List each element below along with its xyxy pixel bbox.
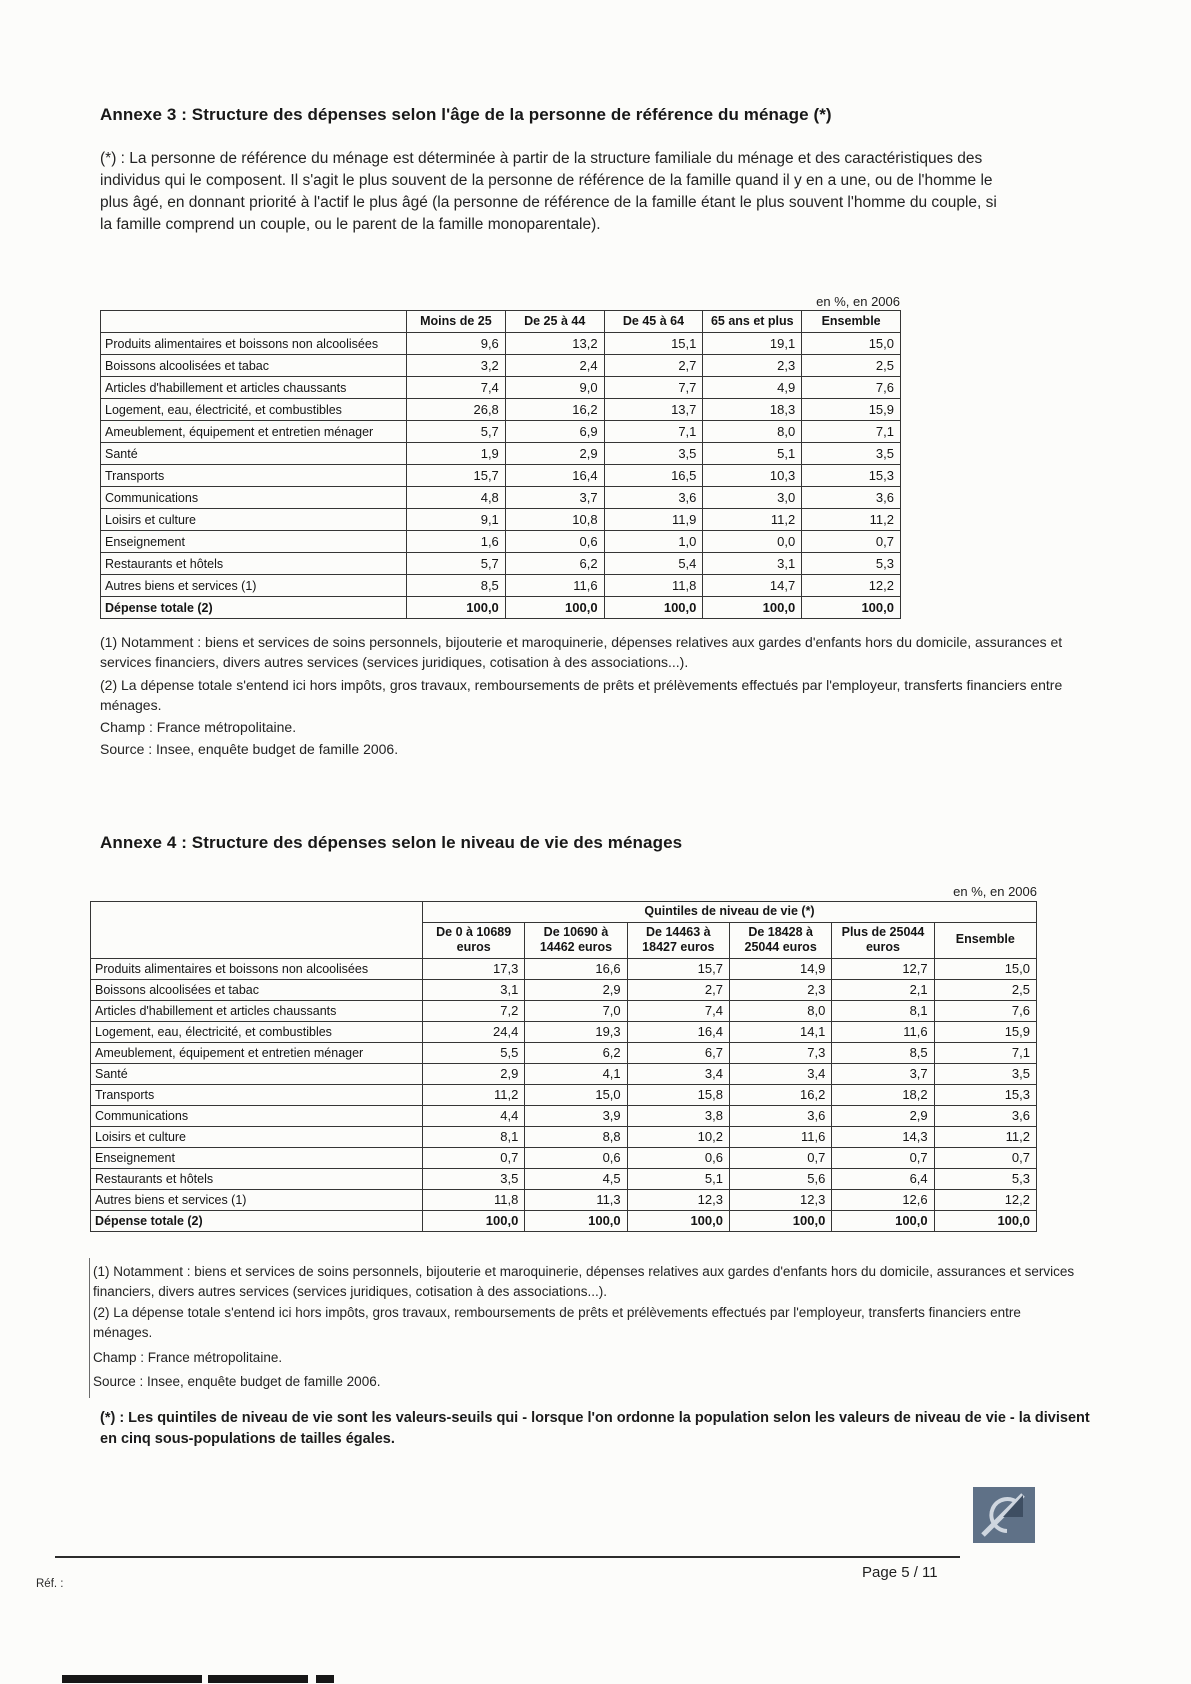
value-cell: 15,0 bbox=[525, 1084, 627, 1105]
value-cell: 9,1 bbox=[407, 509, 506, 531]
table-row bbox=[91, 979, 1037, 1000]
footnote-line: (1) Notamment : biens et services de soins personnels, bijouterie et maroquinerie, dépenses relatives aux gardes d'enfants hors du domicile, assurances et services financiers, divers autres services (services juridiques, cotisation à des associations...). bbox=[100, 634, 1063, 671]
value-cell: 5,1 bbox=[703, 443, 802, 465]
value-cell: 11,2 bbox=[802, 509, 901, 531]
table-row bbox=[101, 575, 901, 597]
quintile-definition-note: (*) : Les quintiles de niveau de vie sont les valeurs-seuils qui - lorsque l'on ordonne la population selon les valeurs de niveau de vie - la divisent en cinq sous-populations de tailles égales. bbox=[100, 1410, 1090, 1448]
value-cell: 7,4 bbox=[627, 1000, 729, 1021]
value-cell: 15,0 bbox=[802, 333, 901, 355]
value-cell: 6,7 bbox=[627, 1042, 729, 1063]
value-cell: 15,8 bbox=[627, 1084, 729, 1105]
value-cell: 0,7 bbox=[802, 531, 901, 553]
table-header-cell: Ensemble bbox=[802, 311, 901, 333]
value-cell: 7,6 bbox=[934, 1000, 1036, 1021]
value-cell: 6,2 bbox=[525, 1042, 627, 1063]
value-cell: 0,6 bbox=[525, 1147, 627, 1168]
value-cell: 4,1 bbox=[525, 1063, 627, 1084]
table-row bbox=[91, 1000, 1037, 1021]
annexe3-intro-paragraph: (*) : La personne de référence du ménage est déterminée à partir de la structure familiale du ménage et des caractéristiques des individus qui le composent. Il s'agit le plus souvent de la personne de référence de la famille quand il y en a une, ou de l'homme le plus âgé, en donnant priorité à l'actif le plus âgé (la personne de référence de la famille étant le plus souvent l'homme du couple, si la famille comprend un couple, ou le parent de la famille monoparentale). bbox=[100, 150, 997, 233]
value-cell: 5,3 bbox=[934, 1168, 1036, 1189]
value-cell: 10,2 bbox=[627, 1126, 729, 1147]
value-cell: 3,6 bbox=[802, 487, 901, 509]
table-row bbox=[91, 958, 1037, 979]
table-header-cell bbox=[91, 902, 423, 959]
table-row bbox=[91, 1189, 1037, 1210]
value-cell: 7,0 bbox=[525, 1000, 627, 1021]
value-cell: 11,6 bbox=[832, 1021, 934, 1042]
value-cell: 3,7 bbox=[832, 1063, 934, 1084]
value-cell: 12,2 bbox=[802, 575, 901, 597]
table-header-cell: De 10690 à 14462 euros bbox=[525, 922, 627, 958]
annexe3-unit-note: en %, en 2006 bbox=[816, 294, 900, 309]
table-row bbox=[101, 377, 901, 399]
value-cell: 16,2 bbox=[505, 399, 604, 421]
value-cell: 18,2 bbox=[832, 1084, 934, 1105]
value-cell: 2,9 bbox=[525, 979, 627, 1000]
row-label: Ameublement, équipement et entretien ménager bbox=[101, 421, 407, 443]
value-cell: 10,8 bbox=[505, 509, 604, 531]
row-label: Dépense totale (2) bbox=[101, 597, 407, 619]
footnote-line: Source : Insee, enquête budget de famille 2006. bbox=[93, 1373, 381, 1389]
value-cell: 16,4 bbox=[627, 1021, 729, 1042]
table-row bbox=[91, 1063, 1037, 1084]
footnote-line: Champ : France métropolitaine. bbox=[93, 1350, 283, 1366]
row-label: Communications bbox=[91, 1105, 423, 1126]
value-cell: 0,7 bbox=[832, 1147, 934, 1168]
value-cell: 5,1 bbox=[627, 1168, 729, 1189]
value-cell: 15,0 bbox=[934, 958, 1036, 979]
value-cell: 16,2 bbox=[729, 1084, 831, 1105]
table-row bbox=[101, 443, 901, 465]
table-row bbox=[101, 355, 901, 377]
value-cell: 7,1 bbox=[802, 421, 901, 443]
value-cell: 100,0 bbox=[423, 1210, 525, 1231]
value-cell: 0,7 bbox=[934, 1147, 1036, 1168]
table-row bbox=[91, 1147, 1037, 1168]
table-row bbox=[101, 333, 901, 355]
value-cell: 100,0 bbox=[729, 1210, 831, 1231]
scan-artifact bbox=[62, 1675, 202, 1683]
table-row bbox=[91, 1126, 1037, 1147]
value-cell: 11,8 bbox=[604, 575, 703, 597]
table-header-cell: De 0 à 10689 euros bbox=[423, 922, 525, 958]
value-cell: 6,9 bbox=[505, 421, 604, 443]
row-label: Loisirs et culture bbox=[101, 509, 407, 531]
table-row bbox=[101, 399, 901, 421]
annexe3-table bbox=[100, 310, 901, 619]
value-cell: 19,1 bbox=[703, 333, 802, 355]
table-header-cell: Moins de 25 bbox=[407, 311, 506, 333]
value-cell: 3,2 bbox=[407, 355, 506, 377]
value-cell: 6,4 bbox=[832, 1168, 934, 1189]
value-cell: 8,0 bbox=[729, 1000, 831, 1021]
value-cell: 14,9 bbox=[729, 958, 831, 979]
value-cell: 8,5 bbox=[832, 1042, 934, 1063]
value-cell: 12,7 bbox=[832, 958, 934, 979]
row-label: Santé bbox=[101, 443, 407, 465]
value-cell: 12,3 bbox=[627, 1189, 729, 1210]
value-cell: 6,2 bbox=[505, 553, 604, 575]
value-cell: 2,1 bbox=[832, 979, 934, 1000]
value-cell: 2,7 bbox=[627, 979, 729, 1000]
value-cell: 14,3 bbox=[832, 1126, 934, 1147]
value-cell: 9,0 bbox=[505, 377, 604, 399]
annexe4-title: Annexe 4 : Structure des dépenses selon le niveau de vie des ménages bbox=[100, 833, 683, 852]
value-cell: 7,6 bbox=[802, 377, 901, 399]
value-cell: 15,1 bbox=[604, 333, 703, 355]
value-cell: 11,9 bbox=[604, 509, 703, 531]
company-logo bbox=[973, 1487, 1035, 1543]
value-cell: 0,0 bbox=[703, 531, 802, 553]
table-header-cell: Quintiles de niveau de vie (*) bbox=[423, 902, 1037, 923]
value-cell: 12,3 bbox=[729, 1189, 831, 1210]
row-label: Communications bbox=[101, 487, 407, 509]
value-cell: 15,9 bbox=[934, 1021, 1036, 1042]
table-header-cell: De 25 à 44 bbox=[505, 311, 604, 333]
row-label: Ameublement, équipement et entretien ménager bbox=[91, 1042, 423, 1063]
table-row bbox=[101, 487, 901, 509]
value-cell: 4,4 bbox=[423, 1105, 525, 1126]
value-cell: 100,0 bbox=[407, 597, 506, 619]
value-cell: 26,8 bbox=[407, 399, 506, 421]
annexe4-unit-note: en %, en 2006 bbox=[953, 884, 1037, 899]
value-cell: 7,1 bbox=[934, 1042, 1036, 1063]
footnote-line: (1) Notamment : biens et services de soins personnels, bijouterie et maroquinerie, dépenses relatives aux gardes d'enfants hors du domicile, assurances et services financiers, divers autres services (services juridiques, cotisation à des associations...). bbox=[93, 1264, 1075, 1299]
row-label: Autres biens et services (1) bbox=[101, 575, 407, 597]
value-cell: 11,2 bbox=[703, 509, 802, 531]
value-cell: 3,5 bbox=[423, 1168, 525, 1189]
table-row bbox=[91, 1168, 1037, 1189]
value-cell: 100,0 bbox=[505, 597, 604, 619]
value-cell: 100,0 bbox=[604, 597, 703, 619]
row-label: Enseignement bbox=[91, 1147, 423, 1168]
value-cell: 3,4 bbox=[627, 1063, 729, 1084]
value-cell: 0,6 bbox=[627, 1147, 729, 1168]
annexe3-title: Annexe 3 : Structure des dépenses selon l'âge de la personne de référence du ménage (*) bbox=[100, 105, 832, 124]
value-cell: 0,7 bbox=[423, 1147, 525, 1168]
value-cell: 3,6 bbox=[934, 1105, 1036, 1126]
row-label: Articles d'habillement et articles chaussants bbox=[101, 377, 407, 399]
value-cell: 16,4 bbox=[505, 465, 604, 487]
value-cell: 7,2 bbox=[423, 1000, 525, 1021]
scan-line-artifact bbox=[89, 1258, 90, 1398]
value-cell: 12,2 bbox=[934, 1189, 1036, 1210]
table-row bbox=[91, 1084, 1037, 1105]
value-cell: 7,4 bbox=[407, 377, 506, 399]
table-header-cell: Ensemble bbox=[934, 922, 1036, 958]
value-cell: 11,2 bbox=[423, 1084, 525, 1105]
row-label: Santé bbox=[91, 1063, 423, 1084]
table-header-cell: Plus de 25044 euros bbox=[832, 922, 934, 958]
row-label: Logement, eau, électricité, et combustibles bbox=[101, 399, 407, 421]
table-header-cell: De 14463 à 18427 euros bbox=[627, 922, 729, 958]
value-cell: 3,8 bbox=[627, 1105, 729, 1126]
value-cell: 4,8 bbox=[407, 487, 506, 509]
table-row bbox=[91, 1210, 1037, 1231]
annexe3-footnotes bbox=[100, 632, 1085, 762]
value-cell: 8,5 bbox=[407, 575, 506, 597]
row-label: Loisirs et culture bbox=[91, 1126, 423, 1147]
value-cell: 3,9 bbox=[525, 1105, 627, 1126]
value-cell: 3,4 bbox=[729, 1063, 831, 1084]
value-cell: 5,3 bbox=[802, 553, 901, 575]
value-cell: 2,4 bbox=[505, 355, 604, 377]
value-cell: 4,9 bbox=[703, 377, 802, 399]
value-cell: 8,0 bbox=[703, 421, 802, 443]
value-cell: 7,1 bbox=[604, 421, 703, 443]
row-label: Boissons alcoolisées et tabac bbox=[101, 355, 407, 377]
value-cell: 9,6 bbox=[407, 333, 506, 355]
value-cell: 3,1 bbox=[703, 553, 802, 575]
row-label: Autres biens et services (1) bbox=[91, 1189, 423, 1210]
value-cell: 11,8 bbox=[423, 1189, 525, 1210]
reference-label: Réf. : bbox=[36, 1578, 64, 1590]
table-row bbox=[101, 597, 901, 619]
value-cell: 7,7 bbox=[604, 377, 703, 399]
value-cell: 2,9 bbox=[423, 1063, 525, 1084]
value-cell: 5,5 bbox=[423, 1042, 525, 1063]
row-label: Dépense totale (2) bbox=[91, 1210, 423, 1231]
value-cell: 16,5 bbox=[604, 465, 703, 487]
row-label: Enseignement bbox=[101, 531, 407, 553]
value-cell: 7,3 bbox=[729, 1042, 831, 1063]
value-cell: 11,6 bbox=[729, 1126, 831, 1147]
value-cell: 3,6 bbox=[729, 1105, 831, 1126]
value-cell: 15,7 bbox=[627, 958, 729, 979]
value-cell: 5,7 bbox=[407, 553, 506, 575]
table-header-cell bbox=[101, 311, 407, 333]
row-label: Articles d'habillement et articles chaussants bbox=[91, 1000, 423, 1021]
value-cell: 5,6 bbox=[729, 1168, 831, 1189]
value-cell: 13,7 bbox=[604, 399, 703, 421]
value-cell: 100,0 bbox=[627, 1210, 729, 1231]
value-cell: 15,7 bbox=[407, 465, 506, 487]
table-row bbox=[101, 509, 901, 531]
footnote-line: (2) La dépense totale s'entend ici hors impôts, gros travaux, remboursements de prêts et prélèvements effectués par l'employeur, transferts financiers entre ménages. bbox=[93, 1305, 1021, 1340]
table-row bbox=[91, 1105, 1037, 1126]
value-cell: 2,3 bbox=[703, 355, 802, 377]
table-row bbox=[101, 421, 901, 443]
value-cell: 100,0 bbox=[703, 597, 802, 619]
value-cell: 16,6 bbox=[525, 958, 627, 979]
value-cell: 17,3 bbox=[423, 958, 525, 979]
value-cell: 3,6 bbox=[604, 487, 703, 509]
table-row bbox=[101, 553, 901, 575]
value-cell: 2,5 bbox=[934, 979, 1036, 1000]
value-cell: 11,6 bbox=[505, 575, 604, 597]
value-cell: 2,7 bbox=[604, 355, 703, 377]
annexe4-footnotes bbox=[93, 1262, 1083, 1393]
value-cell: 4,5 bbox=[525, 1168, 627, 1189]
value-cell: 11,3 bbox=[525, 1189, 627, 1210]
value-cell: 2,3 bbox=[729, 979, 831, 1000]
value-cell: 100,0 bbox=[832, 1210, 934, 1231]
row-label: Transports bbox=[101, 465, 407, 487]
page-number: Page 5 / 11 bbox=[862, 1564, 938, 1581]
annexe4-table bbox=[90, 901, 1037, 1232]
value-cell: 100,0 bbox=[802, 597, 901, 619]
value-cell: 1,9 bbox=[407, 443, 506, 465]
value-cell: 5,4 bbox=[604, 553, 703, 575]
row-label: Produits alimentaires et boissons non alcoolisées bbox=[101, 333, 407, 355]
value-cell: 3,5 bbox=[934, 1063, 1036, 1084]
value-cell: 13,2 bbox=[505, 333, 604, 355]
value-cell: 24,4 bbox=[423, 1021, 525, 1042]
value-cell: 2,9 bbox=[832, 1105, 934, 1126]
value-cell: 8,1 bbox=[832, 1000, 934, 1021]
value-cell: 18,3 bbox=[703, 399, 802, 421]
value-cell: 15,3 bbox=[802, 465, 901, 487]
value-cell: 10,3 bbox=[703, 465, 802, 487]
value-cell: 8,8 bbox=[525, 1126, 627, 1147]
row-label: Logement, eau, électricité, et combustibles bbox=[91, 1021, 423, 1042]
table-row bbox=[91, 1042, 1037, 1063]
table-header-cell: 65 ans et plus bbox=[703, 311, 802, 333]
value-cell: 3,0 bbox=[703, 487, 802, 509]
value-cell: 0,7 bbox=[729, 1147, 831, 1168]
value-cell: 3,7 bbox=[505, 487, 604, 509]
table-row bbox=[101, 531, 901, 553]
value-cell: 1,6 bbox=[407, 531, 506, 553]
value-cell: 2,9 bbox=[505, 443, 604, 465]
scan-artifact bbox=[208, 1675, 308, 1683]
value-cell: 3,5 bbox=[802, 443, 901, 465]
value-cell: 2,5 bbox=[802, 355, 901, 377]
value-cell: 100,0 bbox=[934, 1210, 1036, 1231]
table-header-cell: De 45 à 64 bbox=[604, 311, 703, 333]
table-header-cell: De 18428 à 25044 euros bbox=[729, 922, 831, 958]
value-cell: 1,0 bbox=[604, 531, 703, 553]
value-cell: 15,3 bbox=[934, 1084, 1036, 1105]
value-cell: 12,6 bbox=[832, 1189, 934, 1210]
value-cell: 14,1 bbox=[729, 1021, 831, 1042]
footnote-line: (2) La dépense totale s'entend ici hors impôts, gros travaux, remboursements de prêts et prélèvements effectués par l'employeur, transferts financiers entre ménages. bbox=[100, 676, 1063, 713]
row-label: Restaurants et hôtels bbox=[101, 553, 407, 575]
value-cell: 14,7 bbox=[703, 575, 802, 597]
table-row bbox=[91, 1021, 1037, 1042]
row-label: Produits alimentaires et boissons non alcoolisées bbox=[91, 958, 423, 979]
row-label: Boissons alcoolisées et tabac bbox=[91, 979, 423, 1000]
value-cell: 5,7 bbox=[407, 421, 506, 443]
footnote-line: Champ : France métropolitaine. bbox=[100, 719, 297, 736]
value-cell: 11,2 bbox=[934, 1126, 1036, 1147]
row-label: Restaurants et hôtels bbox=[91, 1168, 423, 1189]
logo-graphic bbox=[973, 1487, 1035, 1543]
value-cell: 0,6 bbox=[505, 531, 604, 553]
value-cell: 3,5 bbox=[604, 443, 703, 465]
footnote-line: Source : Insee, enquête budget de famille 2006. bbox=[100, 741, 399, 758]
value-cell: 8,1 bbox=[423, 1126, 525, 1147]
value-cell: 3,1 bbox=[423, 979, 525, 1000]
value-cell: 19,3 bbox=[525, 1021, 627, 1042]
table-row bbox=[101, 465, 901, 487]
footer-divider bbox=[55, 1556, 960, 1558]
scan-artifact bbox=[316, 1675, 334, 1683]
value-cell: 100,0 bbox=[525, 1210, 627, 1231]
value-cell: 15,9 bbox=[802, 399, 901, 421]
row-label: Transports bbox=[91, 1084, 423, 1105]
